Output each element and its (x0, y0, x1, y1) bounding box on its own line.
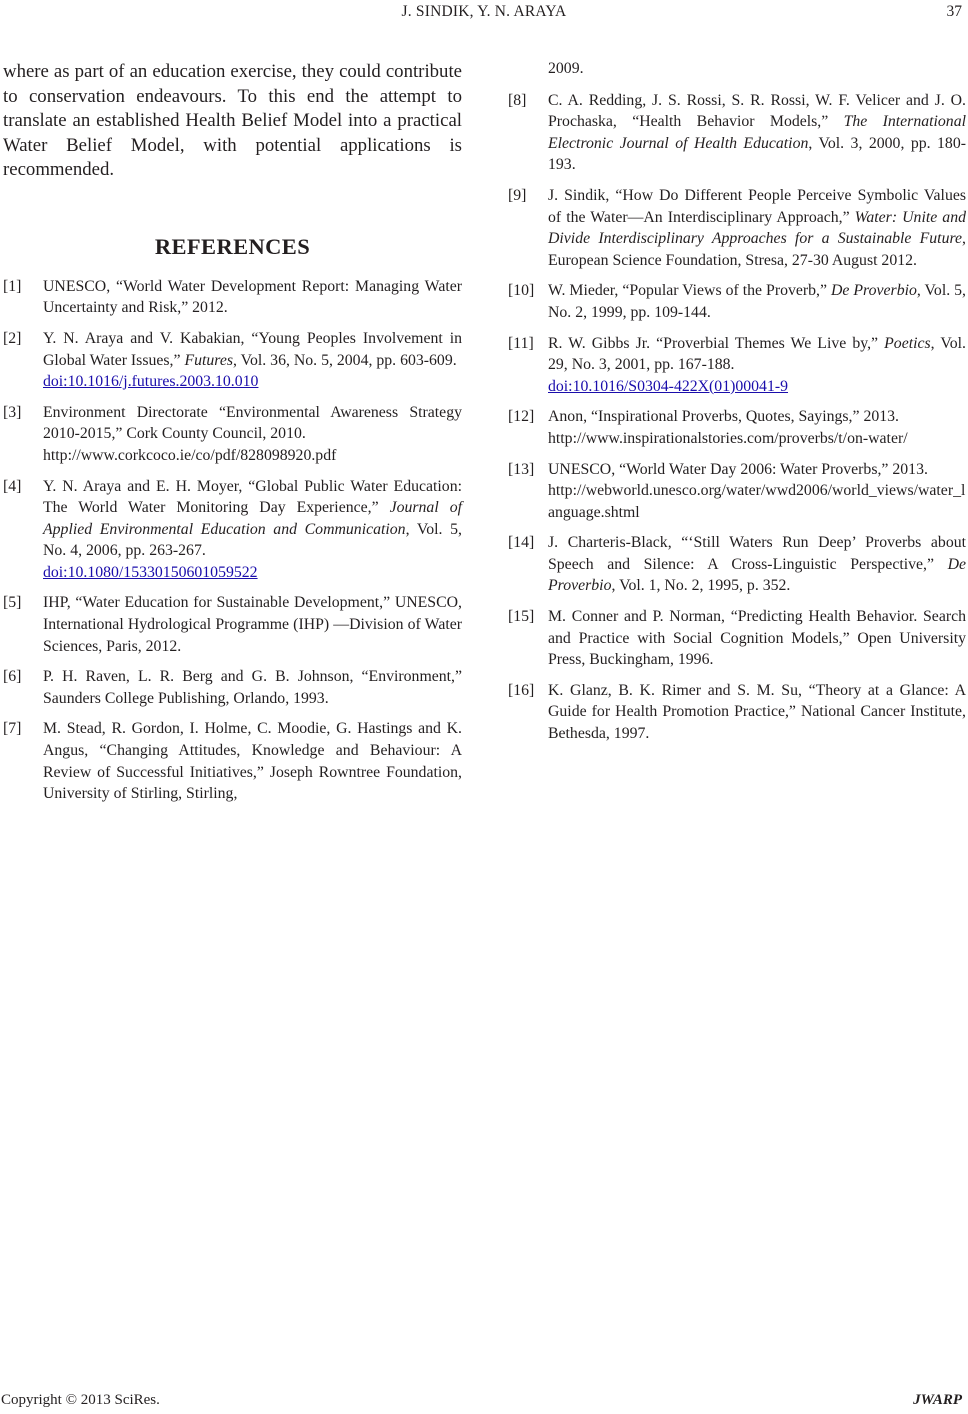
copyright-notice: Copyright © 2013 SciRes. (1, 1392, 160, 1408)
reference-5 (3, 592, 462, 657)
page-number: 37 (946, 3, 962, 20)
reference-url: http://webworld.unesco.org/water/wwd2006/world_views/water_language.shtml (548, 482, 966, 521)
reference-number: [1] (3, 277, 22, 295)
reference-16 (508, 680, 966, 745)
reference-number: [2] (3, 329, 22, 347)
reference-details: , Vol. 29, No. 3, 2001, pp. 167-188. (548, 334, 966, 374)
reference-journal: The International Electronic Journal of Health Education (548, 113, 966, 152)
doi-link[interactable]: doi:10.1016/S0304-422X(01)00041-9 (548, 377, 789, 395)
reference-10 (508, 280, 966, 323)
reference-number: [9] (508, 186, 527, 204)
reference-details: , European Science Foundation, Stresa, 27-30 August 2012. (548, 230, 966, 269)
reference-journal: Journal of Applied Environmental Education and Communication (43, 499, 462, 538)
reference-number: [7] (3, 720, 22, 738)
reference-number: [6] (3, 668, 22, 686)
page-header (0, 3, 968, 25)
reference-number: [8] (508, 91, 527, 109)
reference-7 (3, 718, 462, 804)
reference-journal: De Proverbio (548, 555, 966, 595)
reference-details: , Vol. 5, No. 2, 1999, pp. 109-144. (548, 282, 966, 321)
reference-7-continuation: 2009. (548, 60, 584, 77)
reference-number: [14] (508, 534, 535, 552)
reference-text: K. Glanz, B. K. Rimer and S. M. Su, “Theory at a Glance: A Guide for Health Promotion Practice,” National Cancer Institute, Bethesda, 1997. (548, 681, 966, 743)
reference-14 (508, 532, 966, 597)
reference-journal: Water: Unite and Divide Interdisciplinary Approaches for a Sustainable Future (548, 208, 966, 248)
reference-number: [5] (3, 594, 22, 612)
reference-text: IHP, “Water Education for Sustainable Development,” UNESCO, International Hydrological Programme (IHP) —Division of Water Sciences, Paris, 2012. (43, 594, 462, 655)
reference-number: [3] (3, 403, 22, 421)
reference-text: R. W. Gibbs Jr. “Proverbial Themes We Live by,” (548, 334, 885, 352)
right-column (508, 58, 966, 754)
reference-details: , Vol. 1, No. 2, 1995, p. 352. (611, 577, 791, 595)
reference-text: UNESCO, “World Water Day 2006: Water Proverbs,” 2013. (548, 460, 928, 478)
body-paragraph: where as part of an education exercise, they could contribute to conservation endeavours. To this end the attempt to translate an established Health Belief Model into a practical Water Belief Model, with potential applications is recommended. (3, 61, 462, 181)
reference-11 (508, 333, 966, 398)
doi-link[interactable]: doi:10.1080/15330150601059522 (43, 563, 258, 581)
reference-13 (508, 459, 966, 524)
reference-journal: Poetics (884, 334, 931, 352)
reference-2 (3, 328, 462, 393)
reference-details: , Vol. 36, No. 5, 2004, pp. 603-609. (233, 351, 457, 369)
reference-15 (508, 606, 966, 671)
reference-details: , Vol. 5, No. 4, 2006, pp. 263-267. (43, 520, 462, 560)
reference-details: , Vol. 3, 2000, pp. 180-193. (548, 134, 966, 174)
reference-number: [13] (508, 460, 535, 478)
reference-6 (3, 666, 462, 709)
reference-8 (508, 90, 966, 176)
reference-number: [16] (508, 681, 535, 699)
journal-abbreviation: JWARP (913, 1392, 962, 1408)
doi-link[interactable]: doi:10.1016/j.futures.2003.10.010 (43, 373, 259, 391)
reference-text: J. Charteris-Black, “‘Still Waters Run Deep’ Proverbs about Speech and Silence: A Cross-Linguistic Perspective,” (548, 534, 966, 573)
reference-text: Anon, “Inspirational Proverbs, Quotes, Sayings,” 2013. (548, 408, 899, 426)
reference-12 (508, 406, 966, 449)
reference-text: Environment Directorate “Environmental Awareness Strategy 2010-2015,” Cork County Council, 2010. (43, 403, 462, 443)
reference-text: Y. N. Araya and E. H. Moyer, “Global Public Water Education: The World Water Monitoring Day Experience,” (43, 477, 462, 517)
reference-number: [10] (508, 282, 535, 300)
reference-1 (3, 276, 462, 319)
reference-text: J. Sindik, “How Do Different People Perceive Symbolic Values of the Water—An Interdisciplinary Approach,” (548, 186, 966, 226)
reference-number: [12] (508, 408, 535, 426)
reference-3 (3, 402, 462, 467)
reference-url: http://www.corkcoco.ie/co/pdf/828098920.pdf (43, 446, 337, 464)
reference-text: P. H. Raven, L. R. Berg and G. B. Johnson, “Environment,” Saunders College Publishing, Orlando, 1993. (43, 668, 462, 707)
reference-text: C. A. Redding, J. S. Rossi, S. R. Rossi, W. F. Velicer and J. O. Prochaska, “Health Behavior Models,” (548, 91, 966, 131)
reference-url: http://www.inspirationalstories.com/proverbs/t/on-water/ (548, 429, 908, 447)
reference-number: [15] (508, 608, 535, 626)
reference-number: [11] (508, 334, 534, 352)
left-column (3, 60, 462, 814)
reference-4 (3, 476, 462, 584)
reference-text: UNESCO, “World Water Development Report: Managing Water Uncertainty and Risk,” 2012. (43, 277, 462, 317)
reference-9 (508, 185, 966, 271)
reference-text: Y. N. Araya and V. Kabakian, “Young Peoples Involvement in Global Water Issues,” (43, 329, 462, 369)
page-footer (0, 1392, 968, 1412)
reference-text: M. Conner and P. Norman, “Predicting Health Behavior. Search and Practice with Social Cognition Models,” Open University Press, Buckingham, 1996. (548, 608, 966, 669)
references-heading: REFERENCES (154, 233, 311, 259)
reference-journal: De Proverbio (831, 282, 917, 300)
reference-text: M. Stead, R. Gordon, I. Holme, C. Moodie, G. Hastings and K. Angus, “Changing Attitudes, Knowledge and Behaviour: A Review of Successful Initiatives,” Joseph Rowntree Foundation, University of Stirling, Stirling, (43, 720, 462, 803)
reference-number: [4] (3, 477, 22, 495)
reference-text: W. Mieder, “Popular Views of the Proverb,” (548, 282, 831, 300)
running-title: J. SINDIK, Y. N. ARAYA (401, 3, 567, 20)
reference-journal: Futures (184, 351, 234, 369)
